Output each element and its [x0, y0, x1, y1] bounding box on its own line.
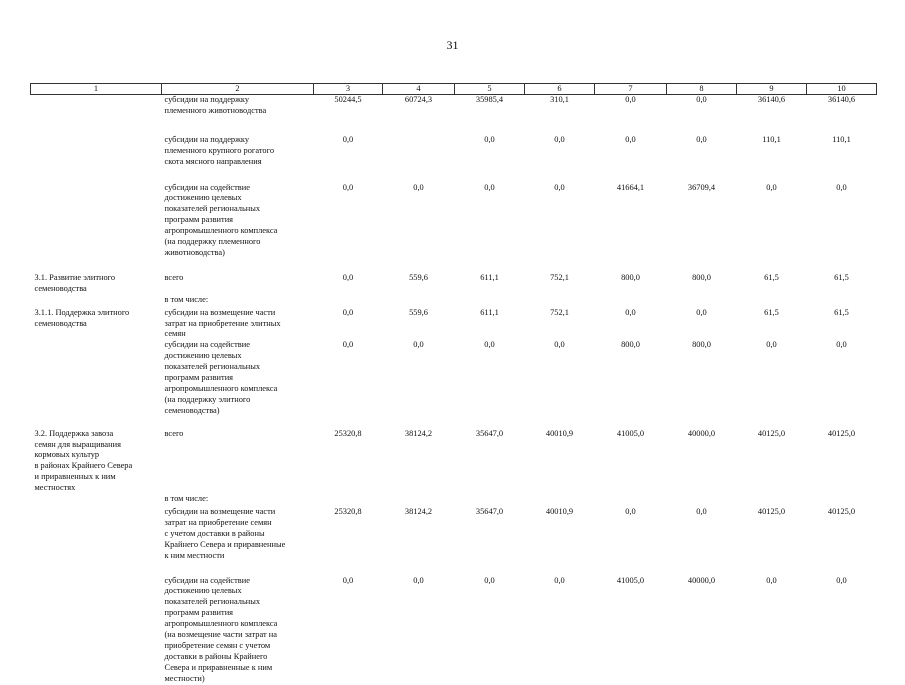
- value-cell: 0,0: [554, 134, 565, 144]
- value-cell: 61,5: [834, 272, 849, 282]
- value-cell: 0,0: [836, 575, 847, 585]
- value-cell: [383, 135, 455, 183]
- row-description-cell: субсидии на поддержку племенного животноводства: [164, 95, 267, 115]
- value-cell: 40125,0: [757, 428, 786, 438]
- column-header: 9: [737, 84, 807, 95]
- value-cell: 0,0: [342, 307, 354, 317]
- value-cell: 0,0: [484, 340, 495, 350]
- row-name-cell: [31, 494, 162, 507]
- value-cell: 40125,0: [827, 428, 856, 438]
- row-description-cell: субсидии на возмещение части затрат на приобретение элитных семян: [164, 307, 281, 339]
- value-cell: [667, 295, 737, 308]
- column-header: 1: [31, 84, 162, 95]
- column-header: 4: [383, 84, 455, 95]
- value-cell: 40010,9: [545, 507, 574, 516]
- value-cell: [455, 295, 525, 308]
- column-header: 6: [525, 84, 595, 95]
- value-cell: [455, 494, 525, 507]
- row-description-cell: субсидии на содействие достижению целевых показателей региональных программ развития агропромышленного комплекса (на поддержку элитного семеноводства): [164, 340, 278, 415]
- value-cell: 50244,5: [334, 95, 362, 104]
- value-cell: 25320,8: [334, 507, 362, 516]
- value-cell: 61,5: [764, 307, 779, 317]
- value-cell: 41005,0: [616, 575, 645, 585]
- row-description-cell: всего: [164, 272, 184, 282]
- column-header: 5: [455, 84, 525, 95]
- value-cell: 0,0: [625, 134, 636, 144]
- value-cell: [737, 295, 807, 308]
- value-cell: 752,1: [550, 272, 569, 282]
- value-cell: 38124,2: [404, 507, 433, 516]
- value-cell: 61,5: [764, 272, 779, 282]
- value-cell: 0,0: [696, 307, 707, 317]
- value-cell: 40125,0: [827, 507, 856, 516]
- value-cell: 38124,2: [404, 428, 433, 438]
- table-row: [31, 95, 877, 135]
- value-cell: 40125,0: [757, 507, 786, 516]
- value-cell: 35647,0: [475, 507, 504, 516]
- row-name-cell: 3.1.1. Поддержка элитного семеноводства: [34, 307, 130, 328]
- value-cell: 40000,0: [687, 575, 716, 585]
- row-description-cell: субсидии на возмещение части затрат на приобретение семян с учетом доставки в районы Крайнего Севера и приравненные к ним местности: [164, 507, 286, 560]
- value-cell: 0,0: [342, 182, 354, 192]
- column-header: 10: [807, 84, 877, 95]
- column-header: 8: [667, 84, 737, 95]
- value-cell: 0,0: [413, 340, 424, 350]
- value-cell: 0,0: [625, 307, 636, 317]
- table-row: [31, 183, 877, 273]
- value-cell: [383, 494, 455, 507]
- row-description-cell: субсидии на содействие достижению целевых показателей региональных программ развития агропромышленного комплекса (на возмещение части затрат на приобретение семян с учетом доставки в районы Крайнего Севера и приравненные к ним местности): [164, 575, 278, 683]
- value-cell: [667, 494, 737, 507]
- row-name-cell: 3.2. Поддержка завоза семян для выращивания кормовых культур в районах Крайнего Севера и приравненных к ним местностях: [34, 428, 133, 493]
- value-cell: 0,0: [342, 134, 354, 144]
- value-cell: 611,1: [480, 272, 499, 282]
- value-cell: 800,0: [621, 272, 640, 282]
- value-cell: 36140,6: [757, 95, 786, 104]
- value-cell: 35647,0: [475, 428, 504, 438]
- value-cell: 559,6: [409, 272, 428, 282]
- row-name-cell: [31, 295, 162, 308]
- value-cell: 0,0: [696, 134, 707, 144]
- column-header: 2: [162, 84, 314, 95]
- value-cell: 60724,3: [404, 95, 433, 104]
- value-cell: 559,6: [409, 307, 428, 317]
- value-cell: 800,0: [692, 272, 711, 282]
- value-cell: 800,0: [621, 340, 640, 350]
- table-row: [31, 295, 877, 308]
- column-header: 3: [314, 84, 383, 95]
- row-description-cell: всего: [164, 428, 184, 438]
- row-name-cell: 3.1. Развитие элитного семеноводства: [34, 272, 116, 293]
- value-cell: 310,1: [550, 95, 569, 104]
- page-number: 31: [446, 38, 459, 52]
- table-row: [31, 494, 877, 507]
- value-cell: [314, 494, 383, 507]
- value-cell: 0,0: [625, 507, 636, 516]
- value-cell: 41664,1: [616, 182, 645, 192]
- value-cell: [314, 295, 383, 308]
- value-cell: [807, 295, 877, 308]
- value-cell: 0,0: [554, 182, 565, 192]
- row-description-cell: в том числе:: [164, 494, 209, 504]
- value-cell: 40000,0: [687, 428, 716, 438]
- value-cell: 25320,8: [334, 428, 362, 438]
- table-row: [31, 429, 877, 494]
- table-row: [31, 340, 877, 428]
- value-cell: 0,0: [766, 182, 777, 192]
- value-cell: 35985,4: [475, 95, 504, 104]
- value-cell: [595, 295, 667, 308]
- row-description-cell: субсидии на поддержку племенного крупного рогатого скота мясного направления: [164, 134, 275, 166]
- value-cell: 0,0: [766, 340, 777, 350]
- table-row: [31, 135, 877, 183]
- value-cell: 0,0: [342, 272, 354, 282]
- value-cell: 41005,0: [616, 428, 645, 438]
- value-cell: 61,5: [834, 307, 849, 317]
- value-cell: 0,0: [413, 182, 424, 192]
- value-cell: 0,0: [413, 575, 424, 585]
- table-row: [31, 507, 877, 576]
- value-cell: 0,0: [484, 575, 495, 585]
- value-cell: 110,1: [762, 134, 781, 144]
- value-cell: [595, 494, 667, 507]
- value-cell: 0,0: [554, 575, 565, 585]
- value-cell: 0,0: [484, 182, 495, 192]
- header-row: [31, 84, 877, 95]
- table-row: [31, 576, 877, 685]
- value-cell: [525, 295, 595, 308]
- value-cell: 0,0: [484, 134, 495, 144]
- data-table: [30, 83, 877, 685]
- row-description-cell: в том числе:: [164, 294, 209, 304]
- value-cell: 752,1: [550, 307, 569, 317]
- value-cell: 0,0: [696, 507, 707, 516]
- value-cell: 0,0: [766, 575, 777, 585]
- row-name-cell: [31, 507, 162, 576]
- value-cell: [525, 494, 595, 507]
- table-row: [31, 273, 877, 295]
- value-cell: [383, 295, 455, 308]
- value-cell: 0,0: [836, 340, 847, 350]
- row-name-cell: [31, 340, 162, 428]
- row-name-cell: [31, 135, 162, 183]
- value-cell: 0,0: [836, 182, 847, 192]
- value-cell: 36709,4: [687, 182, 716, 192]
- value-cell: 40010,9: [545, 428, 574, 438]
- value-cell: 0,0: [625, 95, 636, 104]
- value-cell: 110,1: [832, 134, 851, 144]
- value-cell: 0,0: [696, 95, 707, 104]
- value-cell: 0,0: [342, 340, 354, 350]
- value-cell: 0,0: [554, 340, 565, 350]
- column-header: 7: [595, 84, 667, 95]
- value-cell: 36140,6: [827, 95, 856, 104]
- row-name-cell: [31, 183, 162, 273]
- table-header: [31, 84, 877, 95]
- row-name-cell: [31, 95, 162, 135]
- value-cell: 800,0: [692, 340, 711, 350]
- value-cell: 0,0: [342, 575, 354, 585]
- table-body: [31, 95, 877, 685]
- value-cell: [807, 494, 877, 507]
- row-description-cell: субсидии на содействие достижению целевых показателей региональных программ развития агропромышленного комплекса (на поддержку племенного животноводства): [164, 182, 278, 257]
- row-name-cell: [31, 576, 162, 685]
- table-row: [31, 308, 877, 341]
- value-cell: [737, 494, 807, 507]
- value-cell: 611,1: [480, 307, 499, 317]
